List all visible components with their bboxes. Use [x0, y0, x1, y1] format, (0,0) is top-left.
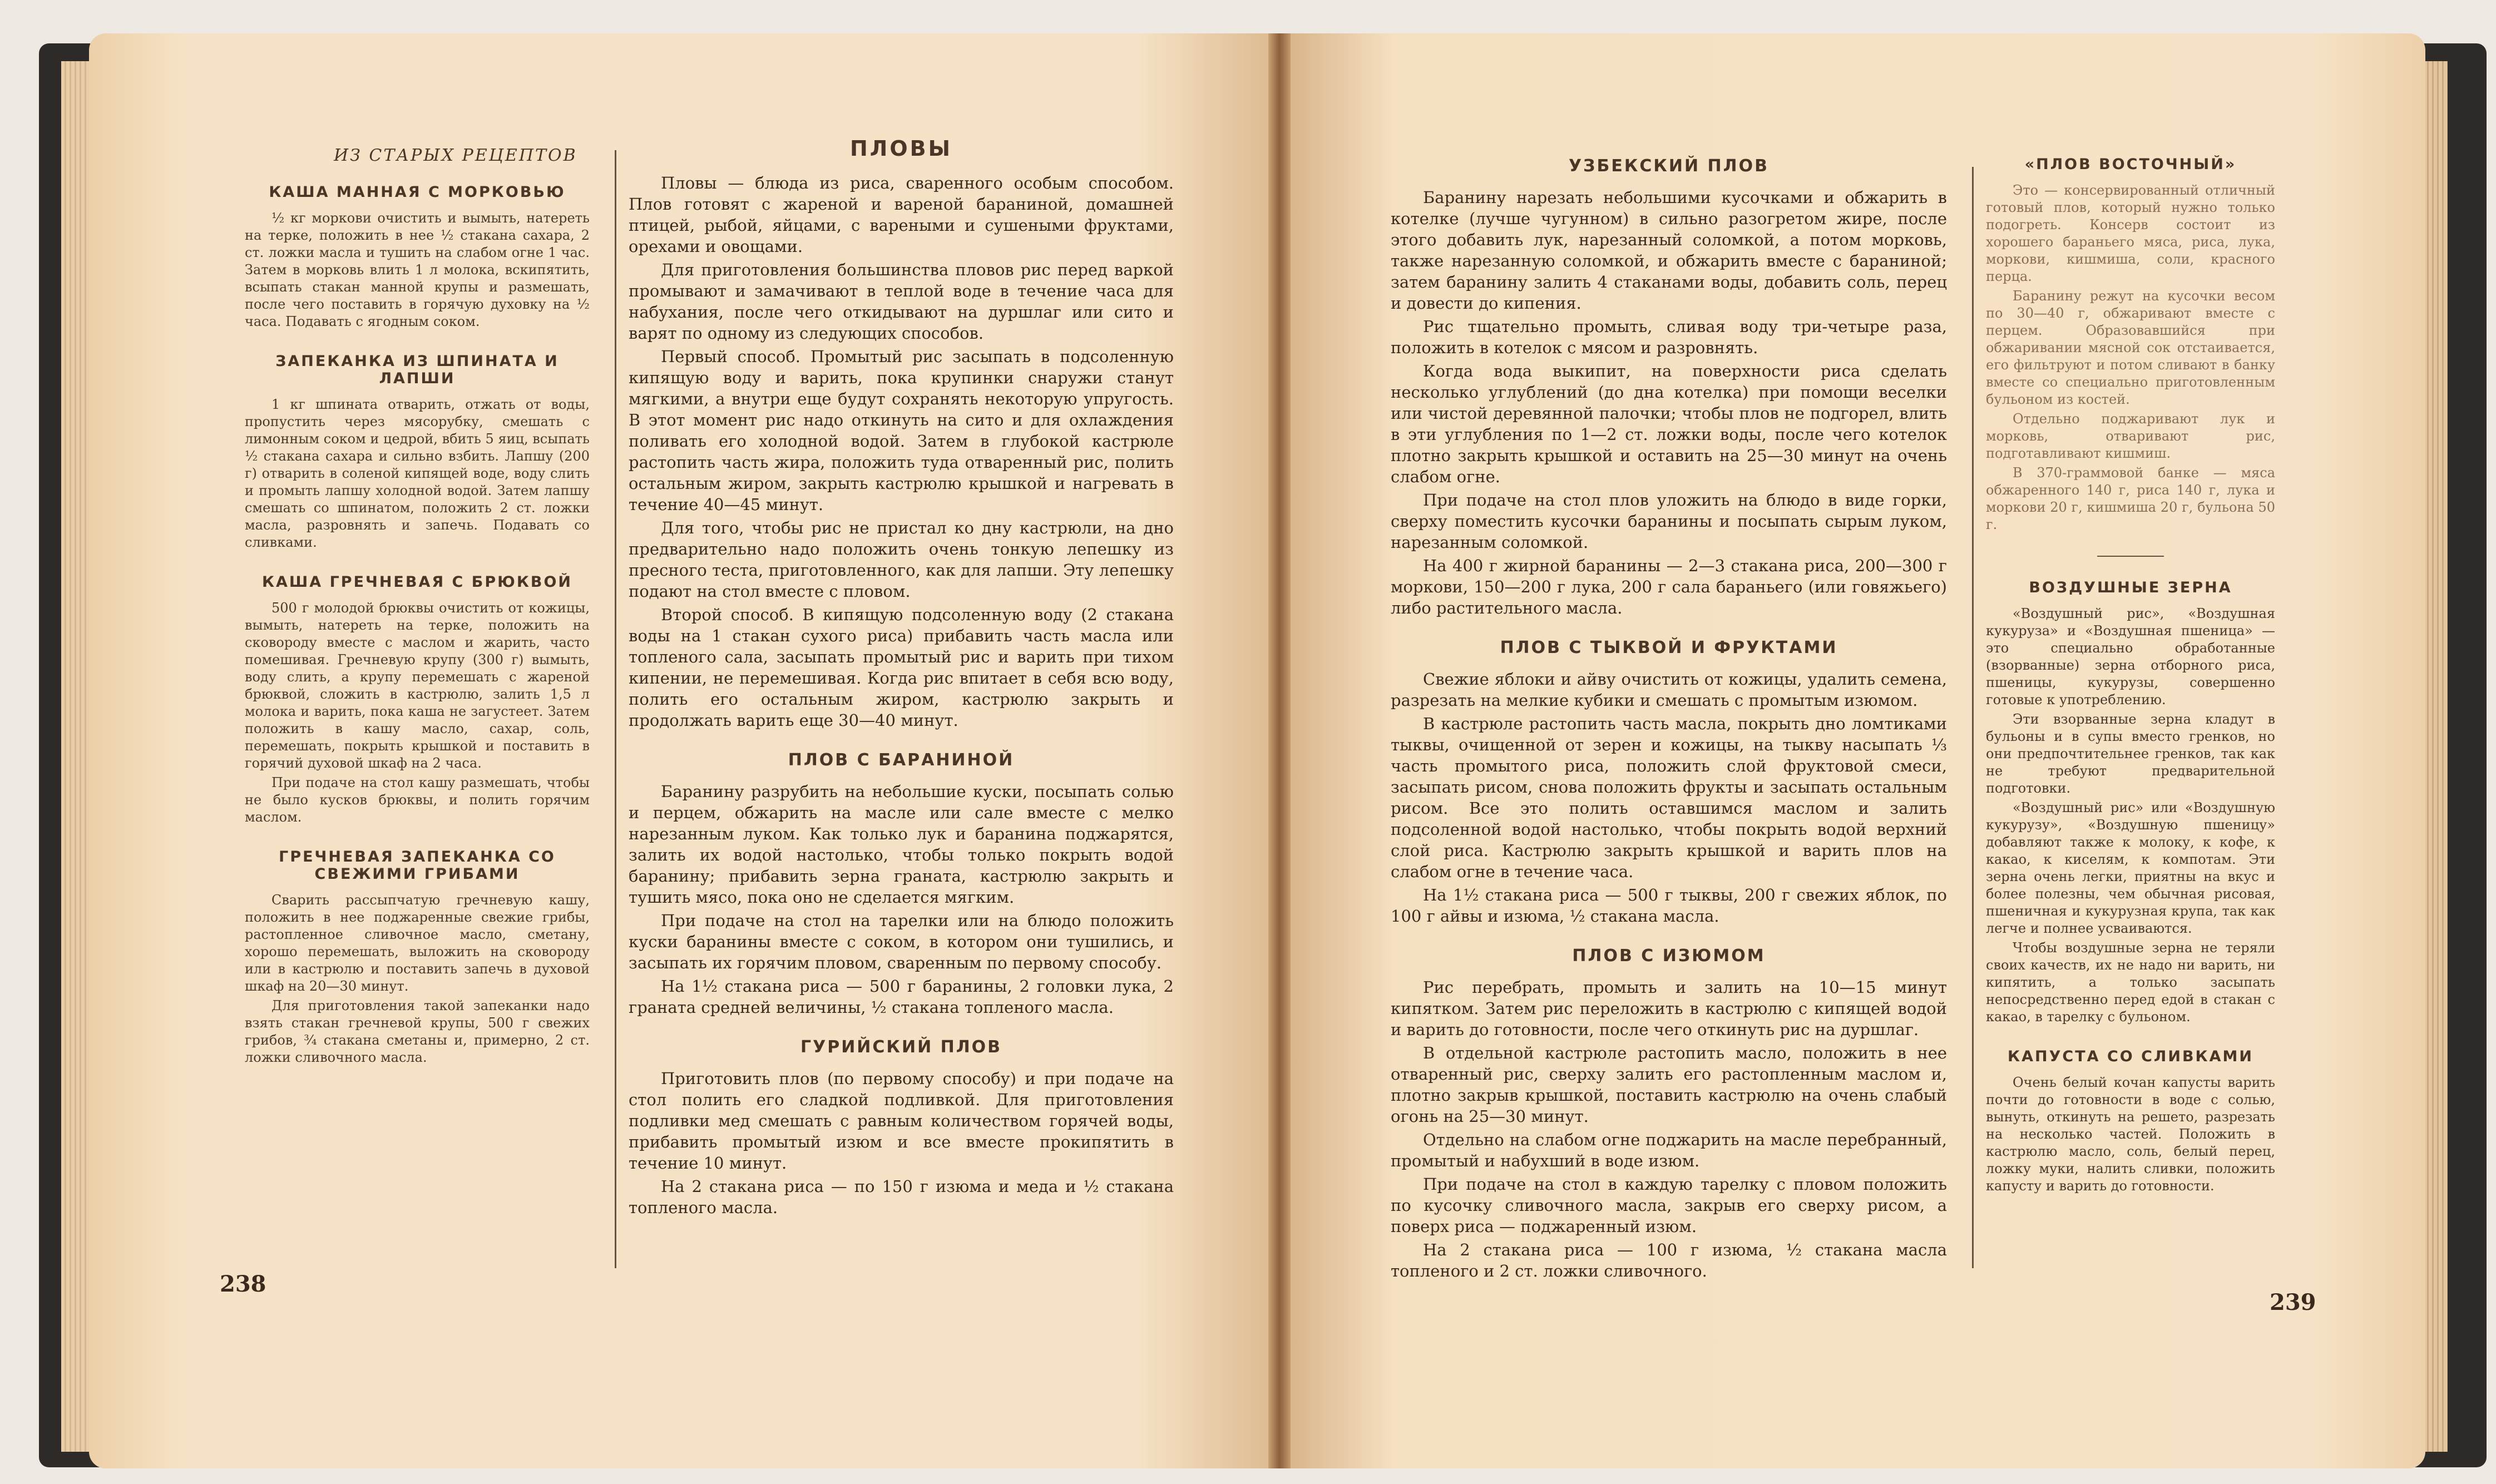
recipe-paragraph: Отдельно поджаривают лук и морковь, отваривают рис, подготавливают кишмиш. [1986, 411, 2275, 461]
recipe-title: ПЛОВ С БАРАНИНОЙ [788, 750, 1015, 770]
recipe-paragraph: Отдельно на слабом огне поджарить на масле перебранный, промытый и набухший в воде изюм. [1391, 1130, 1947, 1170]
book-gutter [1268, 33, 1291, 1468]
recipe-paragraph: Баранину разрубить на небольшие куски, посыпать солью и перцем, обжарить на масле или сале вместе с мелко нарезанным луком. Как только лук и баранина поджарятся, залить их водой настолько, чтобы только покрыть водой баранину; прибавить зерна граната, кастрюлю закрыть и тушить мясо, пока оно не сделается мягким. [629, 782, 1174, 907]
recipe-paragraph: При подаче на стол на тарелки или на блюдо положить куски баранины вместе с соком, в котором они тушились, и засыпать их горячим пловом, сваренным по первому способу. [629, 911, 1174, 972]
recipe-title: ВОЗДУШНЫЕ ЗЕРНА [2029, 579, 2232, 596]
recipe-paragraph: «Воздушный рис» или «Воздушную кукурузу», «Воздушную пшеницу» добавляют также к молоку, к кофе, к какао, к киселям, к компотам. Эти зерна очень легки, приятны на вкус и более полезны, чем обычная рисовая, пшеничная и кукурузная крупа, так как легче и полнее усваиваются. [1986, 800, 2275, 936]
recipe-paragraph: Второй способ. В кипящую подсоленную воду (2 стакана воды на 1 стакан сухого риса) прибавить часть масла или топленого сала, засыпать промытый рис и варить при тихом кипении, не перемешивая. Когда рис впитает в себя всю воду, полить его остальным жиром, кастрюлю закрыть и продолжать варить еще 30—40 минут. [629, 605, 1174, 730]
recipe-title: «ПЛОВ ВОСТОЧНЫЙ» [2024, 156, 2237, 173]
recipe-paragraph: 500 г молодой брюквы очистить от кожицы, вымыть, натереть на терке, положить на сковороду вместе с маслом и жарить, часто помешивая. Гречневую крупу (300 г) вымыть, воду слить, а крупу перемешать с жареной брюквой, сложить в кастрюлю, залить 1,5 л молока и варить, пока каша не загустеет. Затем положить в кашу масло, сахар, соль, перемешать, покрыть крышкой и поставить в горячий духовой шкаф на 2 часа. [245, 600, 590, 771]
left-sidebar-column [245, 184, 590, 1069]
column-rule-left [615, 150, 616, 1268]
recipe-paragraph: При подаче на стол кашу размешать, чтобы не было кусков брюквы, и полить горячим маслом. [245, 775, 590, 825]
recipe-paragraph: Эти взорванные зерна кладут в бульоны и в супы вместо гренков, но они предпочтительнее гренков, так как не требуют предварительной подготовки. [1986, 711, 2275, 796]
recipe-paragraph: Свежие яблоки и айву очистить от кожицы, удалить семена, разрезать на мелкие кубики и смешать с промытым изюмом. [1391, 670, 1947, 710]
left-main-column [629, 138, 1174, 1220]
recipe-title: УЗБЕКСКИЙ ПЛОВ [1569, 156, 1769, 176]
page-number-right: 239 [2270, 1289, 2316, 1315]
recipe-paragraph: На 400 г жирной баранины — 2—3 стакана риса, 200—300 г моркови, 150—200 г лука, 200 г сала бараньего (или говяжьего) либо растительного масла. [1391, 556, 1947, 617]
recipe-paragraph: Пловы — блюда из риса, сваренного особым способом. Плов готовят с жареной и вареной бараниной, домашней птицей, рыбой, яйцами, с вареными и сушеными фруктами, орехами и овощами. [629, 174, 1174, 256]
recipe-title: КАПУСТА СО СЛИВКАМИ [2008, 1048, 2253, 1065]
recipe-paragraph: Рис тщательно промыть, сливая воду три-четыре раза, положить в котелок с мясом и разровнять. [1391, 317, 1947, 357]
recipe-paragraph: Для приготовления такой запеканки надо взять стакан гречневой крупы, 500 г свежих грибов, ¾ стакана сметаны и, примерно, 2 ст. ложки сливочного масла. [245, 998, 590, 1065]
recipe-paragraph: «Воздушный рис», «Воздушная кукуруза» и «Воздушная пшеница» — это специально обработанные (взорванные) зерна отборного риса, пшеницы, кукурузы, совершенно готовые к употреблению. [1986, 606, 2275, 708]
recipe-title: ПЛОВ С ТЫКВОЙ И ФРУКТАМИ [1500, 638, 1838, 657]
recipe-paragraph: Это — консервированный отличный готовый плов, который нужно только подогреть. Консерв состоит из хорошего бараньего мяса, риса, лука, моркови, кишмиша, соли, красного перца. [1986, 182, 2275, 284]
recipe-paragraph: Чтобы воздушные зерна не теряли своих качеств, их не надо ни варить, ни кипятить, а только засыпать непосредственно перед едой в стакан с какао, в тарелку с бульоном. [1986, 940, 2275, 1025]
recipe-paragraph: Для того, чтобы рис не пристал ко дну кастрюли, на дно предварительно надо положить очень тонкую лепешку из пресного теста, приготовленного, как для лапши. Эту лепешку подают на стол вместе с пловом. [629, 518, 1174, 601]
recipe-paragraph: При подаче на стол в каждую тарелку с пловом положить по кусочку сливочного масла, закрыв его сверху рисом, а поверх риса — поджаренный изюм. [1391, 1175, 1947, 1236]
recipe-paragraph: ½ кг моркови очистить и вымыть, натереть на терке, положить в нее ½ стакана сахара, 2 ст. ложки масла и тушить на слабом огне 1 час. Затем в морковь влить 1 л молока, вскипятить, всыпать стакан манной крупы и размешать, после чего поставить в горячую духовку на ½ часа. Подавать с ягодным соком. [245, 210, 590, 329]
page-number-left: 238 [220, 1271, 266, 1297]
running-head: ИЗ СТАРЫХ РЕЦЕПТОВ [334, 146, 577, 165]
recipe-paragraph: Приготовить плов (по первому способу) и при подаче на стол полить его сладкой подливкой. Для приготовления подливки мед смешать с равным количеством горячей воды, прибавить промытый изюм и все вместе прокипятить в течение 10 минут. [629, 1069, 1174, 1173]
recipe-paragraph: На 1½ стакана риса — 500 г баранины, 2 головки лука, 2 граната средней величины, ½ стакана топленого масла. [629, 977, 1174, 1017]
recipe-title: ПЛОВ С ИЗЮМОМ [1572, 946, 1766, 966]
recipe-paragraph: Очень белый кочан капусты варить почти до готовности в воде с солью, вынуть, откинуть на решето, разрезать на несколько частей. Положить в кастрюлю масло, соль, белый перец, ложку муки, налить сливки, положить капусту и варить до готовности. [1986, 1075, 2275, 1194]
recipe-paragraph: Баранину режут на кусочки весом по 30—40 г, обжаривают вместе с перцем. Образовавшийся при обжаривании мясной сок отстаивается, его фильтруют и потом сливают в банку вместе со специально приготовленным бульоном из костей. [1986, 288, 2275, 407]
recipe-title: КАША МАННАЯ С МОРКОВЬЮ [269, 184, 566, 201]
recipe-paragraph: Баранину нарезать небольшими кусочками и обжарить в котелке (лучше чугунном) в сильно разогретом жире, после этого добавить лук, нарезанный соломкой, а потом морковь, также нарезанную соломкой, и обжарить вместе с бараниной; затем баранину залить 4 стаканами воды, добавить соль, перец и довести до кипения. [1391, 188, 1947, 313]
recipe-title: ГРЕЧНЕВАЯ ЗАПЕКАНКА СО СВЕЖИМИ ГРИБАМИ [279, 848, 556, 883]
recipe-paragraph: Рис перебрать, промыть и залить на 10—15 минут кипятком. Затем рис переложить в кастрюлю с кипящей водой и варить до готовности, после чего откинуть рис на дуршлаг. [1391, 978, 1947, 1039]
recipe-paragraph: На 2 стакана риса — по 150 г изюма и меда и ½ стакана топленого масла. [629, 1177, 1174, 1217]
recipe-title: ГУРИЙСКИЙ ПЛОВ [800, 1037, 1002, 1057]
recipe-paragraph: 1 кг шпината отварить, отжать от воды, пропустить через мясорубку, смешать с лимонным соком и цедрой, вбить 5 яиц, всыпать ½ стакана сахара и сильно взбить. Лапшу (200 г) отварить в соленой кипящей воде, воду слить и промыть лапшу холодной водой. Затем лапшу смешать со шпинатом, положить 2 ст. ложки масла, разровнять и запечь. Подавать со сливками. [245, 397, 590, 550]
recipe-paragraph: При подаче на стол плов уложить на блюдо в виде горки, сверху поместить кусочки баранины и посыпать сырым луком, нарезанным соломкой. [1391, 491, 1947, 552]
right-main-column [1391, 156, 1947, 1284]
column-rule-right [1972, 167, 1974, 1268]
recipe-paragraph: На 2 стакана риса — 100 г изюма, ½ стакана масла топленого и 2 ст. ложки сливочного. [1391, 1240, 1947, 1280]
recipe-title: КАША ГРЕЧНЕВАЯ С БРЮКВОЙ [261, 573, 573, 591]
recipe-paragraph: Когда вода выкипит, на поверхности риса сделать несколько углублений (до дна котелка) при помощи веселки или чистой деревянной палочки; чтобы плов не подгорел, влить в эти углубления по 1—2 ст. ложки воды, после чего котелок плотно закрыть крышкой и оставить на 25—30 минут на очень слабом огне. [1391, 362, 1947, 486]
recipe-paragraph: В 370-граммовой банке — мяса обжаренного 140 г, риса 140 г, лука и моркови 20 г, кишмиша 20 г, бульона 50 г. [1986, 465, 2275, 532]
recipe-paragraph: Для приготовления большинства пловов рис перед варкой промывают и замачивают в теплой воде в течение часа для набухания, после чего откидывают на дуршлаг или сито и варят по одному из следующих способов. [629, 260, 1174, 343]
separator-rule [2097, 556, 2164, 557]
recipe-paragraph: Сварить рассыпчатую гречневую кашу, положить в нее поджаренные свежие грибы, растопленное сливочное масло, сметану, хорошо перемешать, выложить на сковороду или в кастрюлю и поставить запечь в духовой шкаф на 20—30 минут. [245, 892, 590, 994]
right-sidebar-column [1986, 156, 2275, 1197]
recipe-paragraph: На 1½ стакана риса — 500 г тыквы, 200 г свежих яблок, по 100 г айвы и изюма, ½ стакана масла. [1391, 886, 1947, 926]
recipe-paragraph: Первый способ. Промытый рис засыпать в подсоленную кипящую воду и варить, пока крупинки снаружи станут мягкими, а внутри еще будут сохранять некоторую упругость. В этот момент рис надо откинуть на сито и для охлаждения поливать его холодной водой. Затем в глубокой кастрюле растопить часть жира, положить туда отваренный рис, полить остальным жиром, закрыть кастрюлю крышкой и нагревать в течение 40—45 минут. [629, 347, 1174, 514]
section-title-plovy: ПЛОВЫ [849, 136, 952, 161]
recipe-title: ЗАПЕКАНКА ИЗ ШПИНАТА И ЛАПШИ [275, 353, 559, 387]
recipe-paragraph: В отдельной кастрюле растопить масло, положить в нее отваренный рис, сверху залить его растопленным маслом и, плотно закрыв крышкой, поставить кастрюлю на очень слабый огонь на 25—30 минут. [1391, 1043, 1947, 1126]
recipe-paragraph: В кастрюле растопить часть масла, покрыть дно ломтиками тыквы, очищенной от зерен и кожицы, на тыкву насыпать ⅓ часть промытого риса, положить слой фруктовой смеси, засыпать рисом, снова положить фрукты и засыпать остальным рисом. Все это полить оставшимся маслом и залить подсоленной водой настолько, чтобы покрыть водой верхний слой риса. Кастрюлю закрыть крышкой и варить плов на слабом огне в течение часа. [1391, 714, 1947, 881]
